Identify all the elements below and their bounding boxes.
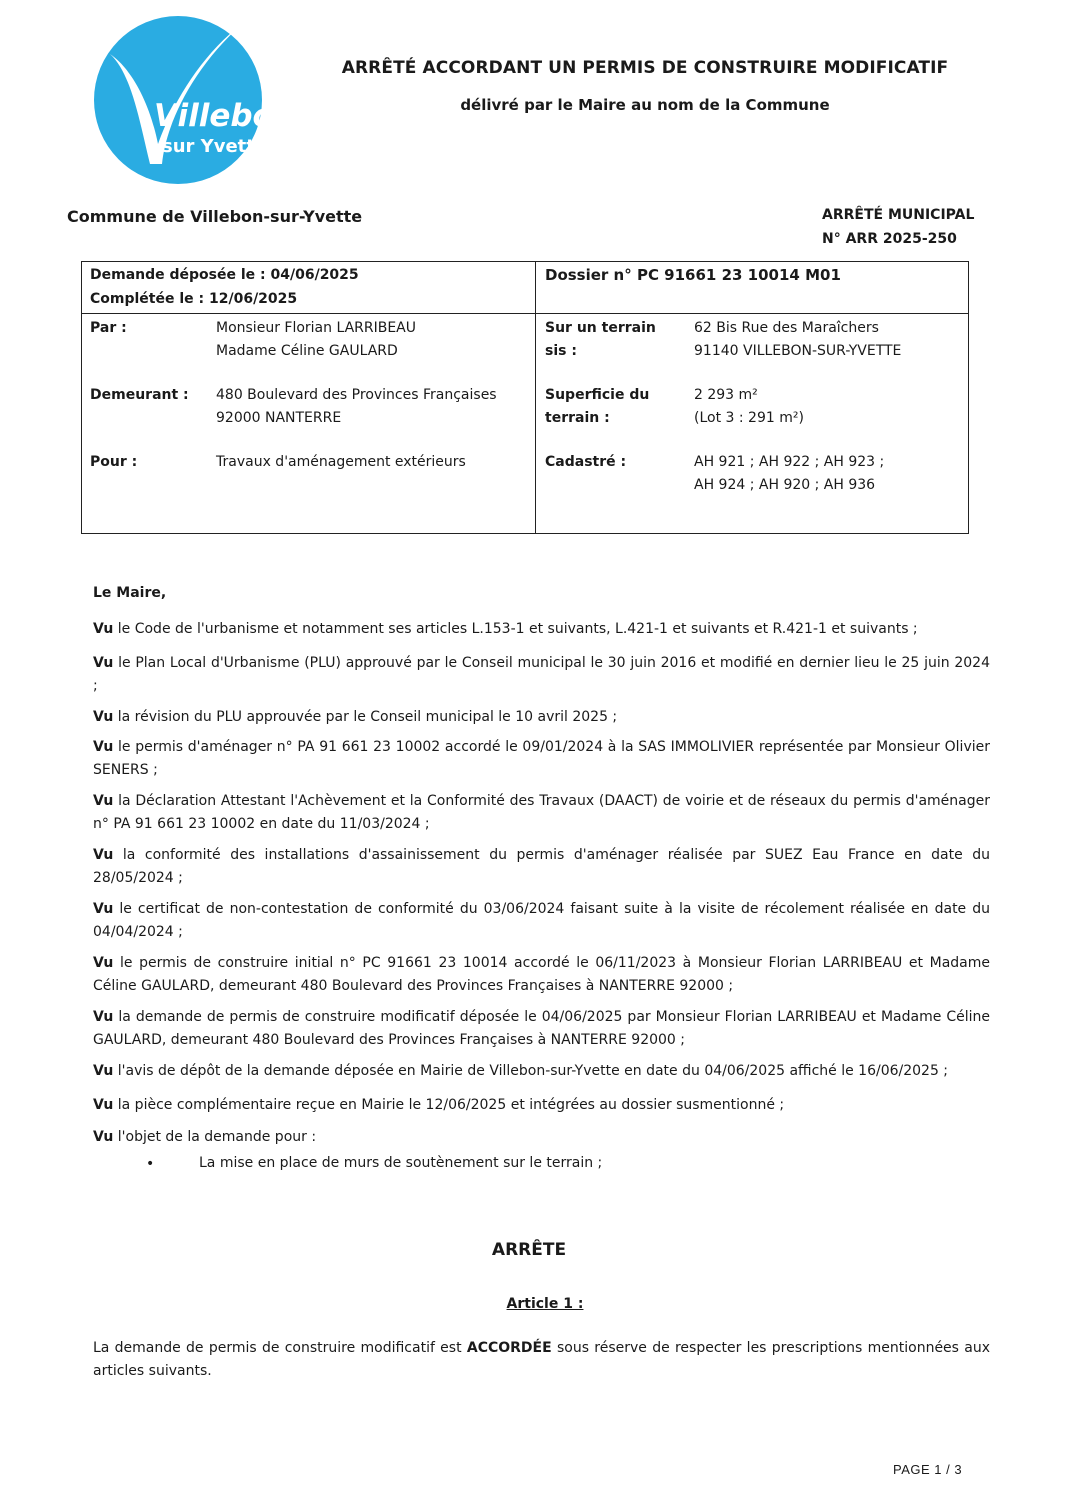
vu-paragraph-9 (93, 1006, 990, 1052)
info-box-column-divider (535, 261, 536, 534)
vu-keyword: Vu (93, 847, 114, 863)
vu-text-2: le Plan Local d'Urbanisme (PLU) approuvé par le Conseil municipal le 30 juin 2016 et modifié en dernier lieu le 25 juin 2024 ; (93, 655, 990, 694)
info-box-divider (81, 313, 969, 314)
superficie-label-2: terrain : (545, 410, 610, 426)
article-1-text-c: sous réserve de respecter les prescriptions mentionnées aux articles suivants. (93, 1340, 990, 1379)
vu-text-8: le permis de construire initial n° PC 91661 23 10014 accordé le 06/11/2023 à Monsieur Florian LARRIBEAU et Madame Céline GAULARD, demeurant 480 Boulevard des Provinces Françaises à NANTERRE 92000 ; (93, 955, 990, 994)
cadastre-label: Cadastré : (545, 454, 627, 470)
bullet-icon: • (146, 1156, 155, 1172)
vu-keyword: Vu (93, 955, 114, 971)
superficie-line2: (Lot 3 : 291 m²) (694, 410, 804, 426)
vu-keyword: Vu (93, 1009, 114, 1025)
arrete-number: N° ARR 2025-250 (822, 231, 957, 247)
article-1-text-a: La demande de permis de construire modificatif est (93, 1340, 467, 1356)
vu-paragraph-11 (93, 1094, 990, 1117)
vu-text-11: la pièce complémentaire reçue en Mairie le 12/06/2025 et intégrées au dossier susmentionné ; (113, 1097, 785, 1113)
terrain-label-2: sis : (545, 343, 577, 359)
article-1-accordee: ACCORDÉE (466, 1340, 552, 1356)
vu-keyword: Vu (93, 1129, 114, 1145)
vu-text-9: la demande de permis de construire modificatif déposée le 04/06/2025 par Monsieur Florian LARRIBEAU et Madame Céline GAULARD, demeurant 480 Boulevard des Provinces Françaises à NANTERRE 92000 ; (93, 1009, 990, 1048)
vu-text-6: la conformité des installations d'assainissement du permis d'aménager réalisée par SUEZ Eau France en date du 28/05/2024 ; (93, 847, 990, 886)
document-title: ARRÊTÉ ACCORDANT UN PERMIS DE CONSTRUIRE MODIFICATIF (341, 58, 949, 78)
vu-keyword: Vu (93, 901, 114, 917)
vu-paragraph-10 (93, 1060, 990, 1083)
terrain-line2: 91140 VILLEBON-SUR-YVETTE (694, 343, 902, 359)
vu-keyword: Vu (93, 621, 114, 637)
dossier-number: Dossier n° PC 91661 23 10014 M01 (545, 266, 841, 284)
cadastre-line1: AH 921 ; AH 922 ; AH 923 ; (694, 454, 885, 470)
arrete-type: ARRÊTÉ MUNICIPAL (822, 207, 975, 223)
superficie-line1: 2 293 m² (694, 387, 758, 403)
demeurant-label: Demeurant : (90, 387, 189, 403)
demeurant-line1: 480 Boulevard des Provinces Françaises (216, 387, 497, 403)
logo-line1: Villebon (154, 98, 296, 134)
vu-keyword: Vu (93, 1063, 114, 1079)
par-line1: Monsieur Florian LARRIBEAU (216, 320, 417, 336)
terrain-line1: 62 Bis Rue des Maraîchers (694, 320, 879, 336)
arrete-heading: ARRÊTE (491, 1240, 567, 1260)
vu-text-12: l'objet de la demande pour : (113, 1129, 317, 1145)
page-number: PAGE 1 / 3 (893, 1462, 963, 1477)
pour-value: Travaux d'aménagement extérieurs (216, 454, 466, 470)
vu-text-10: l'avis de dépôt de la demande déposée en Mairie de Villebon-sur-Yvette en date du 04/06/2025 affiché le 16/06/2025 ; (113, 1063, 949, 1079)
vu-text-5: la Déclaration Attestant l'Achèvement et la Conformité des Travaux (DAACT) de voirie et de réseaux du permis d'aménager n° PA 91 661 23 10002 en date du 11/03/2024 ; (93, 793, 990, 832)
vu-paragraph-2 (93, 652, 990, 698)
vu-text-1: le Code de l'urbanisme et notamment ses articles L.153-1 et suivants, L.421-1 et suivants et R.421-1 et suivants ; (113, 621, 918, 637)
demeurant-line2: 92000 NANTERRE (216, 410, 342, 426)
vu-paragraph-8 (93, 952, 990, 998)
vu-paragraph-5 (93, 790, 990, 836)
completee-date: Complétée le : 12/06/2025 (90, 291, 298, 307)
vu-keyword: Vu (93, 1097, 114, 1113)
vu-text-4: le permis d'aménager n° PA 91 661 23 10002 accordé le 09/01/2024 à la SAS IMMOLIVIER représentée par Monsieur Olivier SENERS ; (93, 739, 990, 778)
vu-keyword: Vu (93, 739, 114, 755)
par-label: Par : (90, 320, 127, 336)
vu-keyword: Vu (93, 709, 114, 725)
article-1-heading (0, 1296, 1090, 1312)
commune-logo (92, 14, 296, 186)
commune-name: Commune de Villebon-sur-Yvette (67, 207, 363, 226)
vu-paragraph-1 (93, 618, 990, 641)
vu-paragraph-3 (93, 706, 990, 729)
logo-line2: sur Yvette (162, 136, 268, 157)
pour-label: Pour : (90, 454, 138, 470)
article-1-label: Article 1 : (506, 1296, 584, 1312)
document-subtitle: délivré par le Maire au nom de la Commune (460, 96, 830, 114)
cadastre-line2: AH 924 ; AH 920 ; AH 936 (694, 477, 876, 493)
vu-paragraph-7 (93, 898, 990, 944)
superficie-label-1: Superficie du (545, 387, 650, 403)
demande-date: Demande déposée le : 04/06/2025 (90, 267, 359, 283)
vu-paragraph-4 (93, 736, 990, 782)
par-line2: Madame Céline GAULARD (216, 343, 398, 359)
le-maire: Le Maire, (93, 585, 167, 601)
vu-text-7: le certificat de non-contestation de conformité du 03/06/2024 faisant suite à la visite de récolement réalisée en date du 04/04/2024 ; (93, 901, 990, 940)
bullet-item-1: La mise en place de murs de soutènement sur le terrain ; (199, 1155, 603, 1171)
vu-paragraph-12 (93, 1126, 990, 1149)
vu-paragraph-6 (93, 844, 990, 890)
article-1-text (93, 1337, 990, 1383)
terrain-label-1: Sur un terrain (545, 320, 656, 336)
vu-keyword: Vu (93, 793, 114, 809)
vu-keyword: Vu (93, 655, 114, 671)
vu-text-3: la révision du PLU approuvée par le Conseil municipal le 10 avril 2025 ; (113, 709, 618, 725)
